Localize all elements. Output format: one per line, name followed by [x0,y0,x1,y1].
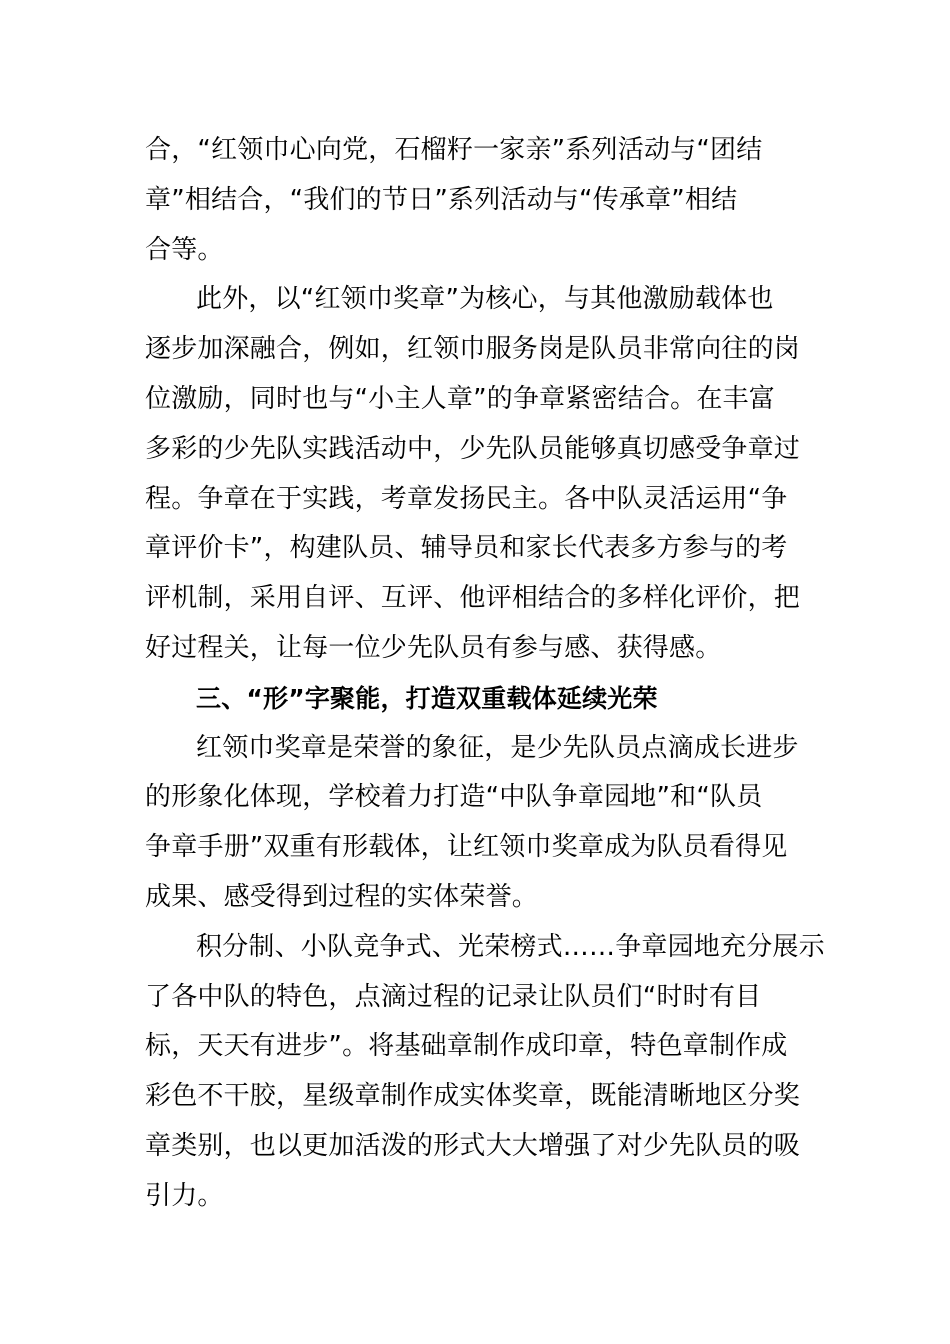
paragraph-line: 标，天天有进步”。将基础章制作成印章，特色章制作成 [145,1031,788,1062]
paragraph-line: 了各中队的特色，点滴过程的记录让队员们“时时有目 [145,981,762,1012]
paragraph-line: 红领巾奖章是荣誉的象征，是少先队员点滴成长进步 [196,732,799,763]
paragraph-line: 章”相结合，“我们的节日”系列活动与“传承章”相结 [145,184,738,215]
paragraph-line: 引力。 [145,1180,224,1211]
paragraph-line: 程。争章在于实践，考章发扬民主。各中队灵活运用“争 [145,483,788,514]
paragraph-line: 章评价卡”，构建队员、辅导员和家长代表多方参与的考 [145,533,788,564]
paragraph-line: 位激励，同时也与“小主人章”的争章紧密结合。在丰富 [145,383,775,414]
paragraph-line: 逐步加深融合，例如，红领巾服务岗是队员非常向往的岗 [145,334,801,365]
paragraph-line: 评机制，采用自评、互评、他评相结合的多样化评价，把 [145,583,801,614]
document-body [145,126,825,1222]
section-heading: 三、“形”字聚能，打造双重载体延续光荣 [196,683,658,713]
paragraph-line: 成果、感受得到过程的实体荣誉。 [145,881,539,912]
paragraph-line: 彩色不干胶，星级章制作成实体奖章，既能清晰地区分奖 [145,1081,801,1112]
paragraph-line: 合，“红领巾心向党，石榴籽一家亲”系列活动与“团结 [145,135,763,165]
paragraph-line: 多彩的少先队实践活动中，少先队员能够真切感受争章过 [145,433,801,464]
paragraph-line: 积分制、小队竞争式、光荣榜式……争章园地充分展示 [196,931,825,962]
paragraph-line: 此外，以“红领巾奖章”为核心，与其他激励载体也 [196,284,774,315]
paragraph-line: 章类别，也以更加活泼的形式大大增强了对少先队员的吸 [145,1130,801,1161]
paragraph-line: 合等。 [145,234,224,265]
paragraph-line: 的形象化体现，学校着力打造“中队争章园地”和“队员 [145,782,763,813]
paragraph-line: 争章手册”双重有形载体，让红领巾奖章成为队员看得见 [145,832,788,863]
paragraph-line: 好过程关，让每一位少先队员有参与感、获得感。 [145,632,722,663]
